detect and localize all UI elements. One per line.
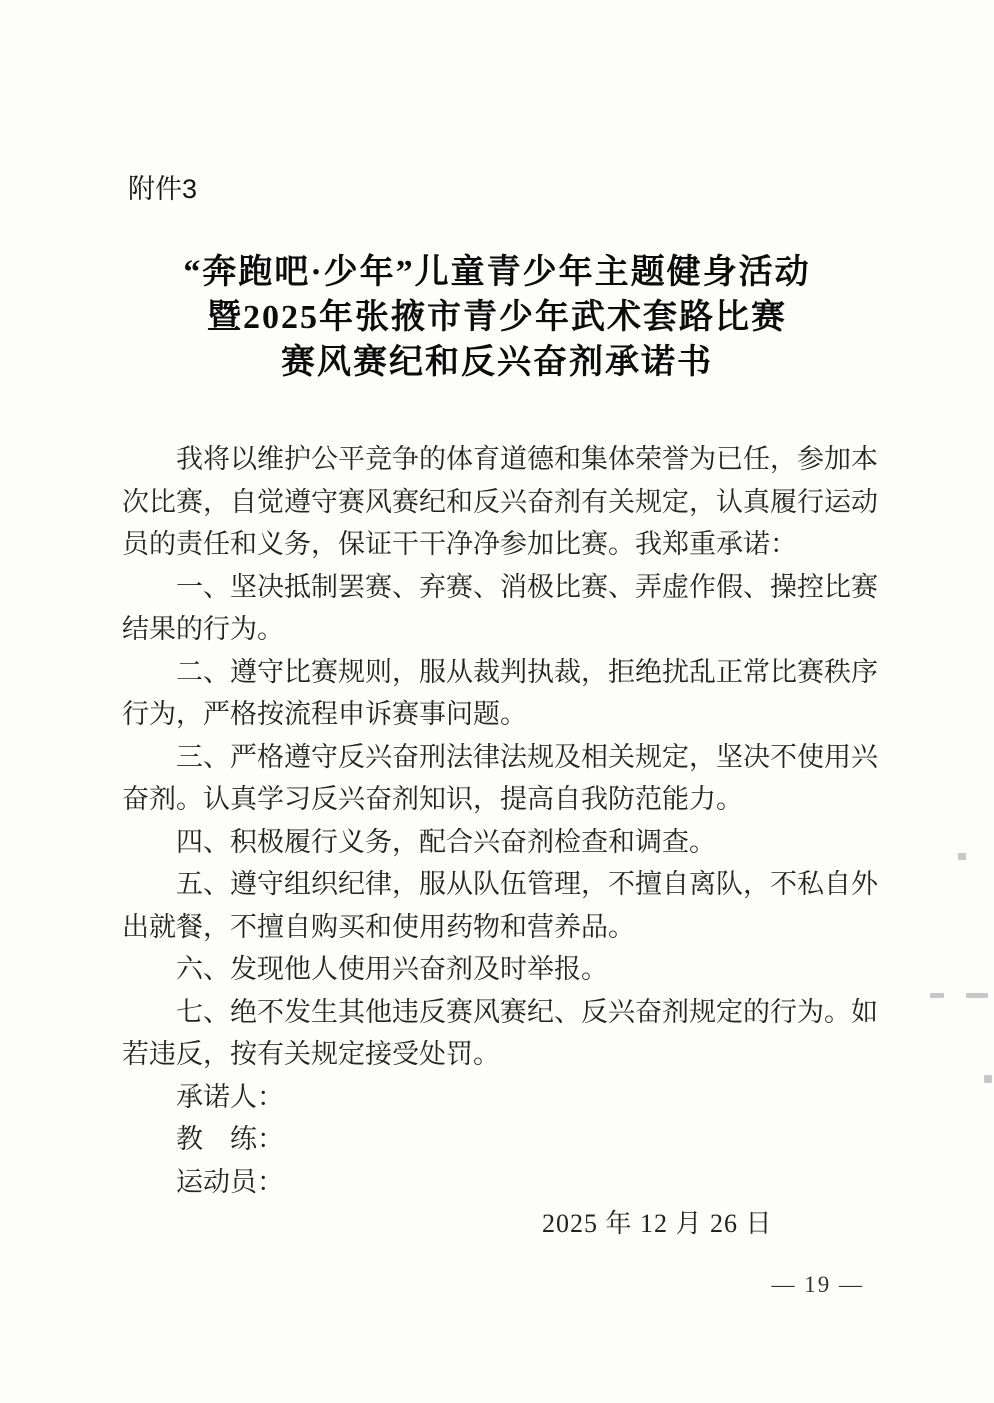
signature-line-coach: 教 练：	[176, 1124, 284, 1154]
scan-artifact	[958, 853, 966, 860]
intro-paragraph: 我将以维护公平竞争的体育道德和集体荣誉为已任，参加本次比赛，自觉遵守赛风赛纪和反兴奋剂有关规定，认真履行运动员的责任和义务，保证干干净净参加比赛。我郑重承诺：	[122, 444, 878, 559]
signature-line-athlete: 运动员：	[176, 1166, 284, 1197]
scan-artifact	[984, 1075, 992, 1083]
document-body	[122, 438, 878, 1246]
attachment-label: 附件3	[128, 174, 198, 204]
commitment-item-4: 四、积极履行义务，配合兴奋剂检查和调查。	[176, 826, 716, 857]
commitment-item-7: 七、绝不发生其他违反赛风赛纪、反兴奋剂规定的行为。如若违反，按有关规定接受处罚。	[122, 996, 878, 1069]
page-number: — 19 —	[771, 1272, 864, 1297]
commitment-item-2: 二、遵守比赛规则，服从裁判执裁，拒绝扰乱正常比赛秩序行为，严格按流程申诉赛事问题。	[122, 656, 878, 729]
commitment-item-5: 五、遵守组织纪律，服从队伍管理，不擅自离队，不私自外出就餐，不擅自购买和使用药物和营养品。	[122, 869, 878, 942]
title-line-1: “奔跑吧·少年”儿童青少年主题健身活动	[183, 254, 811, 291]
commitment-item-3: 三、严格遵守反兴奋刑法律法规及相关规定，坚决不使用兴奋剂。认真学习反兴奋剂知识，提高自我防范能力。	[122, 741, 878, 814]
commitment-item-1: 一、坚决抵制罢赛、弃赛、消极比赛、弄虚作假、操控比赛结果的行为。	[122, 571, 878, 644]
date-line: 2025 年 12 月 26 日	[542, 1209, 773, 1238]
signature-line-promiser: 承诺人：	[176, 1081, 284, 1112]
commitment-item-6: 六、发现他人使用兴奋剂及时举报。	[176, 954, 608, 984]
title-line-2: 暨2025年张掖市青少年武术套路比赛	[207, 299, 787, 336]
scan-artifact	[930, 993, 944, 998]
document-title	[60, 250, 934, 385]
scan-artifact	[966, 993, 988, 998]
title-line-3: 赛风赛纪和反兴奋剂承诺书	[281, 344, 713, 381]
